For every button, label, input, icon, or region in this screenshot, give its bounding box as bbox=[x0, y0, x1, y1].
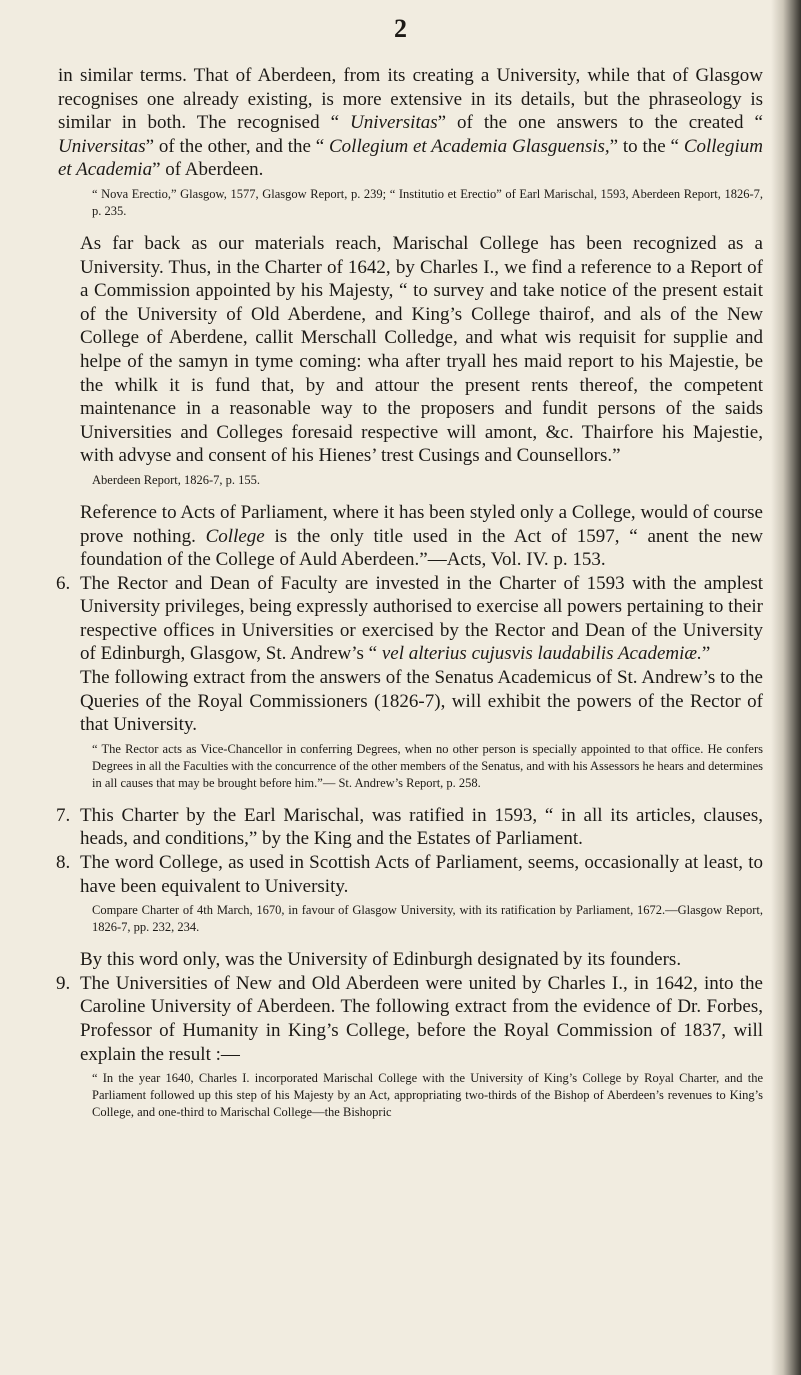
text-run: Aberdeen Report, 1826-7, p. 155. bbox=[92, 472, 261, 487]
text-run: ” of Aberdeen. bbox=[152, 159, 264, 181]
italic-text: Universitas bbox=[58, 135, 146, 157]
footnote-quote bbox=[58, 186, 763, 220]
text-run: The Rector and Dean of Faculty are invested in the Charter of 1593 with the amplest University privileges, being expressly authorised to exercise all powers pertaining to their respective offices in Universities or exercised by the Rector and Dean of the University of Edinburgh, Glasgow, St. Andrew’s “ bbox=[80, 572, 763, 665]
footnote-quote bbox=[58, 741, 763, 792]
text-run: This Charter by the Earl Marischal, was ratified in 1593, “ in all its articles, clauses, heads, and conditions,” by the King and the Estates of Parliament. bbox=[80, 804, 763, 850]
italic-text: Collegium et Academia Glasguensis, bbox=[329, 135, 610, 157]
text-run: “ The Rector acts as Vice-Chancellor in conferring Degrees, when no other person is specially appointed to that office. He confers Degrees in all the Faculties with the concurrence of the other members of the Senatus, and with his Assessors he hears and determines in all causes that may be brought before him.”— St. Andrew’s Report, p. 258. bbox=[92, 741, 763, 790]
body-paragraph bbox=[58, 232, 763, 468]
text-run: Reference to Acts of Parliament, where it has been styled only a College, would of course prove nothing. bbox=[80, 501, 763, 547]
item-number: 7. bbox=[56, 804, 71, 826]
text-run: The following extract from the answers of the Senatus Academicus of St. Andrew’s to the Queries of the Royal Commissioners (1826-7), will exhibit the powers of the Rector of that University. bbox=[80, 667, 763, 736]
text-run: “ Nova Erectio,” Glasgow, 1577, Glasgow Report, p. 239; “ Institutio et Erectio” of Earl Marischal, 1593, Aberdeen Report, 1826-7, p. 235. bbox=[92, 186, 763, 218]
body-paragraph bbox=[58, 666, 763, 737]
numbered-item bbox=[58, 572, 763, 666]
text-run: By this word only, was the University of Edinburgh designated by its founders. bbox=[80, 949, 682, 971]
text-run: “ In the year 1640, Charles I. incorporated Marischal College with the University of King’s College by Royal Charter, and the Parliament followed up this step of his Majesty by an Act, appropriating two-thirds of the Bishop of Aberdeen’s revenues to King’s College, and one-third to Marischal College—the Bishopric bbox=[92, 1071, 763, 1120]
numbered-item bbox=[58, 851, 763, 898]
body-paragraph bbox=[58, 948, 763, 972]
footnote-quote bbox=[58, 1070, 763, 1121]
item-number: 9. bbox=[56, 972, 71, 994]
page-number: 2 bbox=[394, 14, 407, 43]
page-edge-shadow bbox=[771, 0, 801, 1375]
text-run: ” of the other, and the “ bbox=[145, 135, 329, 157]
italic-text: vel alterius cujusvis laudabilis Academiæ. bbox=[381, 643, 702, 665]
item-number: 8. bbox=[56, 852, 71, 874]
body-paragraph bbox=[58, 501, 763, 572]
text-run: The word College, as used in Scottish Acts of Parliament, seems, occasionally at least, to have been equivalent to University. bbox=[80, 852, 763, 897]
document-body bbox=[58, 64, 763, 1133]
text-run: As far back as our materials reach, Marischal College has been recognized as a University. Thus, in the Charter of 1642, by Charles I., we find a reference to a Report of a Commission appointed by his Majesty, “ to survey and take notice of the present estait of the University of Old Aberdene, and King’s College thairof, and als of the New College of Aberdene, callit Merschall Colledge, and what wis requisit for supplie and helpe of the samyn in tyme coming: wha after tryall hes maid report to his Majestie, be the whilk it is fund that, by and attour the present rents thereof, the competent maintenance in a reasonable way to the proposers and fundit persons of the saids Universities and Colleges foresaid respective will amont, &c. Thairfore his Majestie, with advyse and consent of his Hienes’ trest Cusings and Counsellors.” bbox=[80, 232, 763, 467]
text-run: ” bbox=[701, 643, 711, 665]
text-run: ” to the “ bbox=[609, 135, 684, 157]
text-run: is the only title used in the Act of 1597, “ anent the new foundation of the College of Auld Aberdeen.”—Acts, Vol. IV. p. 153. bbox=[80, 525, 763, 571]
text-run: Compare Charter of 4th March, 1670, in favour of Glasgow University, with its ratification by Parliament, 1672.—Glasgow Report, 1826-7, pp. 232, 234. bbox=[92, 903, 763, 935]
numbered-item bbox=[58, 804, 763, 851]
text-run: in similar terms. That of Aberdeen, from its creating a University, while that of Glasgow recognises one already existing, is more extensive in its details, but the phraseology is similar in both. The recognised “ bbox=[58, 65, 763, 134]
text-run: ” of the one answers to the created “ bbox=[437, 112, 763, 134]
body-paragraph bbox=[58, 64, 763, 182]
footnote-quote bbox=[58, 902, 763, 936]
footnote-reference bbox=[58, 472, 763, 489]
numbered-item bbox=[58, 972, 763, 1066]
item-number: 6. bbox=[56, 572, 71, 594]
italic-text: College bbox=[205, 525, 265, 547]
italic-text: Universitas bbox=[350, 112, 438, 134]
italic-text: Collegium et Academia bbox=[58, 135, 763, 181]
text-run: The Universities of New and Old Aberdeen were united by Charles I., in 1642, into the Caroline University of Aberdeen. The following extract from the evidence of Dr. Forbes, Professor of Humanity in King’s College, before the Royal Commission of 1837, will explain the result :— bbox=[80, 972, 763, 1065]
